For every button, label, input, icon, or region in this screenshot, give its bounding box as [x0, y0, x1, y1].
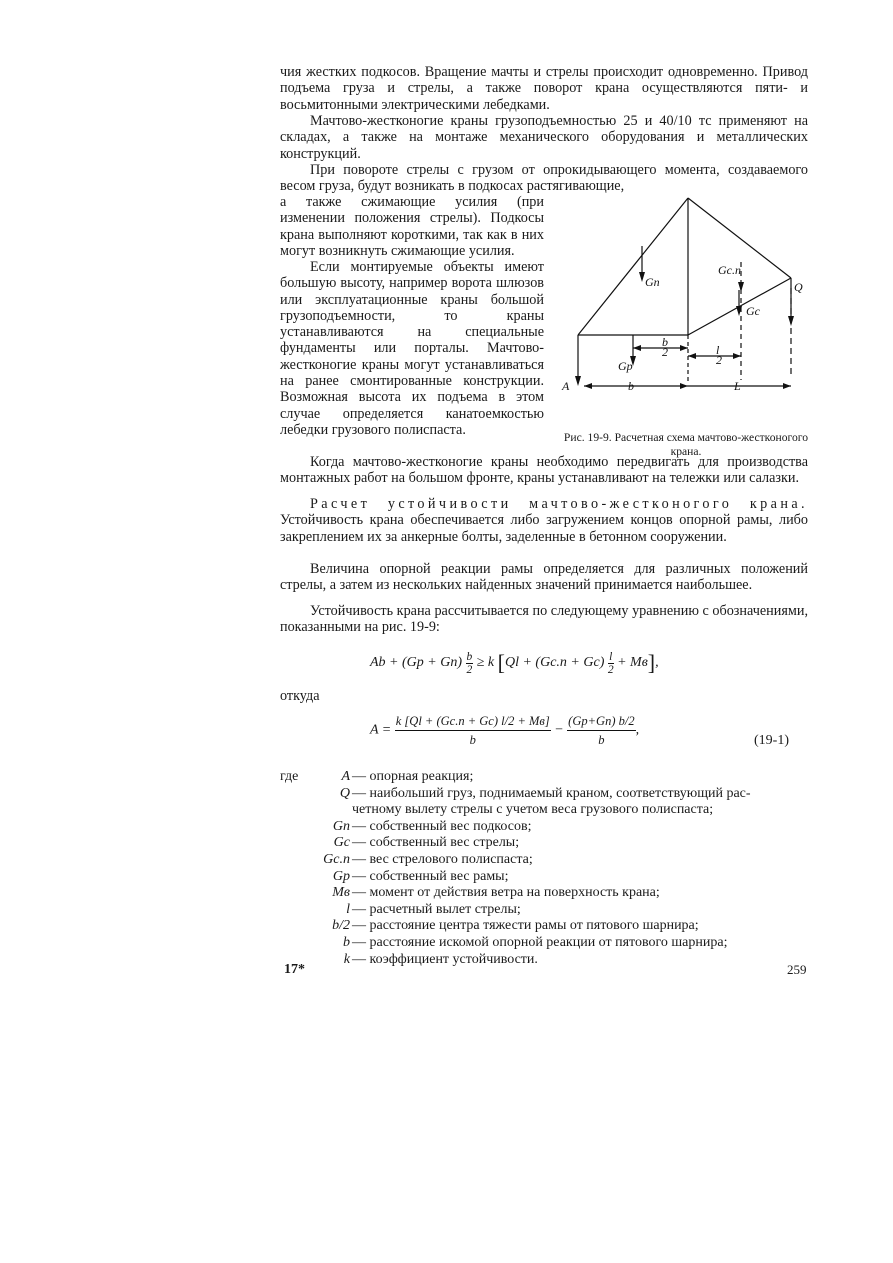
formula1-inner: Ql + (Gс.п + Gс) [504, 655, 605, 671]
label-b2-num: b [662, 335, 668, 349]
legend-row: где A — опорная реакция; [280, 769, 474, 784]
paragraph-5: Когда мачтово-жестконогие краны необходимо передвигать для производства монтажных работ на большом фронте, краны устанавливают на тележки или салазки. [280, 454, 808, 487]
formula1-lhs: Ab + (Gр + Gп) [370, 655, 462, 671]
label-b2-den: 2 [662, 345, 668, 359]
figure-caption: Рис. 19-9. Расчетная схема мачтово-жестконогого крана. [563, 431, 809, 458]
legend-row: Gр — собственный вес рамы; [332, 868, 509, 884]
formula2-lhs: A = [370, 722, 392, 738]
legend-row: Gс — собственный вес стрелы; [333, 835, 520, 851]
paragraph-1: чия жестких подкосов. Вращение мачты и стрелы происходит одновременно. Привод подъема груза и стрелы, а также поворот крана осуществляются пяти- и восьмитонными электрическими лебедками. [280, 64, 808, 113]
crane-schematic-svg [558, 190, 810, 440]
paragraph-6 [280, 496, 808, 545]
paragraph-7: Величина опорной реакции рамы определяется для различных положений стрелы, а затем из нескольких найденных значений принимается наибольшее. [280, 561, 808, 594]
legend-row: четному вылету стрелы с учетом веса грузового полиспаста; [352, 802, 714, 818]
label-q: Q [794, 280, 803, 294]
label-gcn: Gс.п [718, 263, 741, 277]
label-l2-num: l [716, 343, 720, 357]
paragraph-3-continued: а также сжимающие усилия (при изменении положения стрелы). Подкосы крана выполняют короткими, так как в них могут возникнуть сжимающие усилия. [280, 194, 544, 259]
formula1-frac: $\frac{b}{2}$ [466, 650, 473, 676]
formula1-ineq: ≥ k [476, 655, 495, 671]
paragraph-8: Устойчивость крана рассчитывается по следующему уравнению с обозначениями, показанными на рис. 19-9: [280, 603, 808, 636]
formula2-frac1: $\frac{k [Ql + (Gс.п + Gс) l/2 + Mв]}{b}$ [395, 714, 550, 747]
label-gc: Gс [746, 304, 760, 318]
paragraph-2: Мачтово-жестконогие краны грузоподъемностью 25 и 40/10 тс применяют на складах, а также на монтаже механического оборудования и металлических конструкций. [280, 113, 808, 162]
label-l2-den: 2 [716, 353, 722, 367]
label-l: L [734, 379, 741, 393]
legend-row: Q — наибольший груз, поднимаемый краном, соответствующий рас- [339, 785, 751, 801]
formula1-frac2: $\frac{l}{2}$ [607, 650, 614, 676]
legend-row: Gп — собственный вес подкосов; [332, 818, 532, 834]
legend-row: b — расстояние искомой опорной реакции от пятового шарнира; [343, 934, 728, 950]
label-gn: Gп [645, 275, 660, 289]
formula-solution: A = $\frac{k [Ql + (Gс.п + Gс) l/2 + Mв]}{b}$ − $\frac{(Gр+Gп) b/2}{b}$ , [370, 714, 640, 747]
signature-mark: 17* [284, 962, 305, 977]
paragraph-6-text: Устойчивость крана обеспечивается либо загружением концов опорной рамы, либо закреплением их за анкерные болты, заделенные в бетонном сооружении. [280, 512, 808, 545]
label-b: b [628, 379, 634, 393]
paragraph-3: При повороте стрелы с грузом от опрокидывающего момента, создаваемого весом груза, будут возникать в подкосах растягивающие, [280, 162, 808, 195]
legend-row: l — расчетный вылет стрелы; [346, 901, 521, 917]
paragraph-4: Если монтируемые объекты имеют большую высоту, например ворота шлюзов или эксплуатационные краны большой грузоподъемности, то краны устанавливаются на специальные фундаменты или порталы. Мачтово-жестконогие краны могут устанавливаться на ранее смонтированные конструкции. Возможная высота их подъема в этом случае определяется канатоемкостью лебедки грузового полиспаста. [280, 259, 544, 438]
formula1-tail: + Mв [617, 655, 648, 671]
legend-row: Mв — момент от действия ветра на поверхность крана; [332, 885, 660, 901]
label-gp: Gр [618, 359, 633, 373]
page-number: 259 [787, 962, 807, 977]
formula-inequality: Ab + (Gр + Gп) $\frac{b}{2}$ ≥ k [Ql + (Gс.п + Gс) $\frac{l}{2}$ + Mв], [370, 650, 659, 676]
section-heading: Расчет устойчивости мачтово-жестконогого крана. [310, 496, 808, 512]
otkuda-label: откуда [280, 688, 320, 704]
legend-row: k — коэффициент устойчивости. [343, 951, 538, 967]
formula2-minus: − [554, 722, 564, 738]
equation-number: (19-1) [754, 733, 789, 748]
symbol-legend [280, 769, 820, 968]
legend-row: Gс.п — вес стрелового полиспаста; [323, 851, 533, 867]
label-a: A [562, 379, 570, 393]
crane-diagram [558, 190, 810, 440]
formula2-frac2: $\frac{(Gр+Gп) b/2}{b}$ [568, 714, 635, 747]
legend-row: b/2 — расстояние центра тяжести рамы от пятового шарнира; [332, 918, 699, 934]
